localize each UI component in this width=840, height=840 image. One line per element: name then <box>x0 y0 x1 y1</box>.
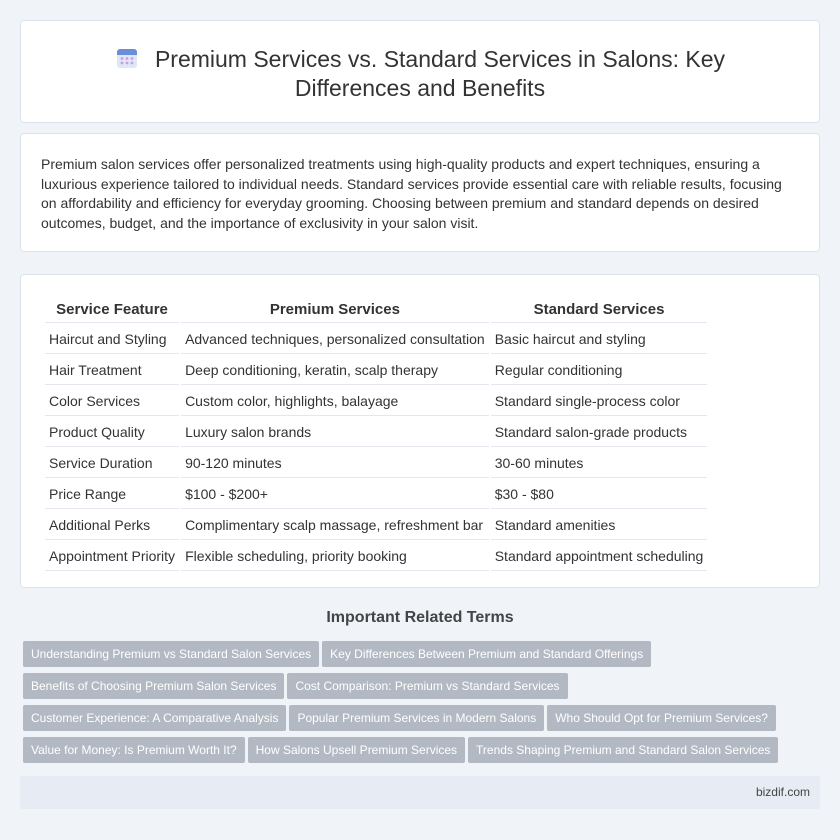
feature-cell: Appointment Priority <box>45 542 179 571</box>
page-title-text: Premium Services vs. Standard Services in Salons: Key Differences and Benefits <box>154 46 726 101</box>
related-term-tag[interactable]: How Salons Upsell Premium Services <box>248 737 465 763</box>
column-header-premium: Premium Services <box>181 296 489 323</box>
standard-cell: Standard single-process color <box>491 387 708 416</box>
premium-cell: $100 - $200+ <box>181 480 489 509</box>
comparison-table <box>43 294 709 573</box>
intro-card <box>20 133 820 252</box>
standard-cell: Standard amenities <box>491 511 708 540</box>
related-terms-list <box>23 641 813 769</box>
related-term-tag[interactable]: Who Should Opt for Premium Services? <box>547 705 776 731</box>
related-term-tag[interactable]: Cost Comparison: Premium vs Standard Services <box>287 673 567 699</box>
related-term-tag[interactable]: Popular Premium Services in Modern Salons <box>289 705 544 731</box>
table-row <box>45 356 707 385</box>
footer <box>20 776 820 809</box>
related-term-tag[interactable]: Value for Money: Is Premium Worth It? <box>23 737 245 763</box>
standard-cell: 30-60 minutes <box>491 449 708 478</box>
feature-cell: Color Services <box>45 387 179 416</box>
premium-cell: Deep conditioning, keratin, scalp therapy <box>181 356 489 385</box>
premium-cell: Advanced techniques, personalized consultation <box>181 325 489 354</box>
related-term-tag[interactable]: Trends Shaping Premium and Standard Salon Services <box>468 737 778 763</box>
standard-cell: Standard salon-grade products <box>491 418 708 447</box>
table-header-row <box>45 296 707 323</box>
premium-cell: Flexible scheduling, priority booking <box>181 542 489 571</box>
standard-cell: Basic haircut and styling <box>491 325 708 354</box>
feature-cell: Service Duration <box>45 449 179 478</box>
premium-cell: Custom color, highlights, balayage <box>181 387 489 416</box>
premium-cell: Complimentary scalp massage, refreshment bar <box>181 511 489 540</box>
standard-cell: Regular conditioning <box>491 356 708 385</box>
calendar-icon <box>115 46 139 70</box>
intro-paragraph: Premium salon services offer personalized treatments using high-quality products and expert techniques, ensuring a luxurious experience tailored to individual needs. Standard services provide essential care with reliable results, focusing on affordability and efficiency for everyday grooming. Choosing between premium and standard depends on desired outcomes, budget, and the importance of exclusivity in your salon visit. <box>41 156 782 231</box>
page-title <box>61 45 779 103</box>
standard-cell: Standard appointment scheduling <box>491 542 708 571</box>
feature-cell: Haircut and Styling <box>45 325 179 354</box>
related-term-tag[interactable]: Understanding Premium vs Standard Salon Services <box>23 641 319 667</box>
feature-cell: Additional Perks <box>45 511 179 540</box>
table-row <box>45 387 707 416</box>
feature-cell: Product Quality <box>45 418 179 447</box>
title-card <box>20 20 820 123</box>
column-header-feature: Service Feature <box>45 296 179 323</box>
related-term-tag[interactable]: Benefits of Choosing Premium Salon Services <box>23 673 284 699</box>
table-row <box>45 325 707 354</box>
table-row <box>45 449 707 478</box>
table-row <box>45 511 707 540</box>
related-terms-heading: Important Related Terms <box>326 609 514 626</box>
feature-cell: Hair Treatment <box>45 356 179 385</box>
premium-cell: Luxury salon brands <box>181 418 489 447</box>
feature-cell: Price Range <box>45 480 179 509</box>
site-name[interactable]: bizdif.com <box>755 785 810 799</box>
table-row <box>45 542 707 571</box>
premium-cell: 90-120 minutes <box>181 449 489 478</box>
comparison-card <box>20 274 820 588</box>
related-term-tag[interactable]: Key Differences Between Premium and Standard Offerings <box>322 641 651 667</box>
table-row <box>45 418 707 447</box>
table-row <box>45 480 707 509</box>
column-header-standard: Standard Services <box>491 296 708 323</box>
standard-cell: $30 - $80 <box>491 480 708 509</box>
related-term-tag[interactable]: Customer Experience: A Comparative Analysis <box>23 705 286 731</box>
